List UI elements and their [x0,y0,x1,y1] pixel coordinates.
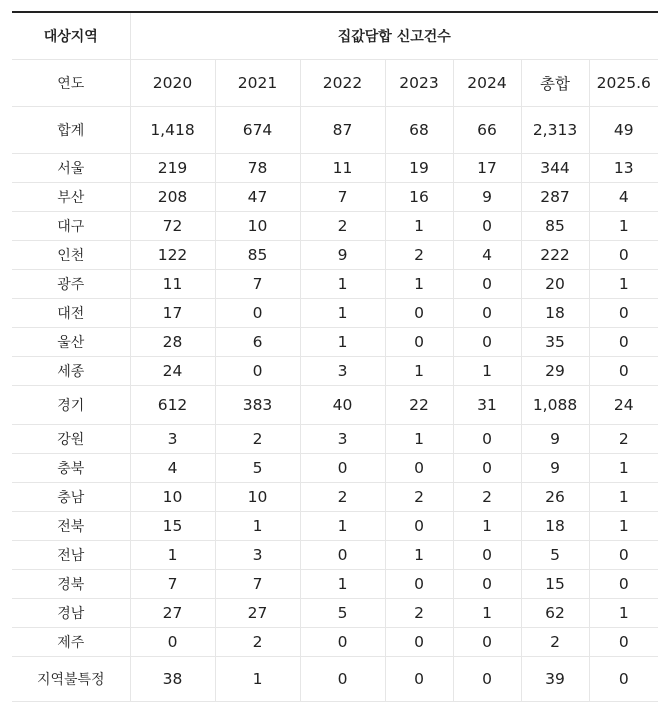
region-label: 전북 [12,512,130,541]
table-cell: 38 [130,657,215,702]
table-cell: 22 [385,386,453,425]
table-cell: 85 [521,212,589,241]
table-cell: 1 [453,357,521,386]
table-cell: 1 [300,270,385,299]
table-cell: 0 [300,628,385,657]
table-cell: 0 [453,628,521,657]
table-cell: 1 [385,541,453,570]
table-cell: 66 [453,107,521,154]
table-cell: 1 [215,657,300,702]
table-header-row [12,12,658,60]
corner-header: 대상지역 [12,12,130,60]
table-row [12,570,658,599]
price-collusion-report-table [12,11,658,702]
table-cell: 0 [453,299,521,328]
table-cell: 674 [215,107,300,154]
table-cell: 0 [589,357,658,386]
table-cell: 1 [589,599,658,628]
table-cell: 11 [130,270,215,299]
table-row [12,599,658,628]
table-cell: 15 [130,512,215,541]
table-cell: 5 [215,454,300,483]
table-cell: 0 [215,357,300,386]
table-cell: 0 [385,657,453,702]
column-header: 2022 [300,60,385,107]
table-cell: 26 [521,483,589,512]
report-table-container [12,11,658,702]
region-label: 전남 [12,541,130,570]
table-row [12,541,658,570]
table-row [12,454,658,483]
table-row [12,183,658,212]
table-cell: 1 [589,483,658,512]
table-cell: 122 [130,241,215,270]
table-cell: 0 [300,657,385,702]
table-row [12,512,658,541]
table-cell: 4 [589,183,658,212]
table-cell: 7 [215,270,300,299]
table-cell: 1 [589,454,658,483]
year-header-row [12,60,658,107]
region-label: 경기 [12,386,130,425]
table-cell: 27 [215,599,300,628]
table-cell: 1 [300,512,385,541]
table-row [12,628,658,657]
table-cell: 1,418 [130,107,215,154]
table-cell: 0 [453,570,521,599]
region-label: 강원 [12,425,130,454]
table-cell: 40 [300,386,385,425]
table-cell: 15 [521,570,589,599]
table-cell: 2 [521,628,589,657]
table-cell: 39 [521,657,589,702]
column-header: 2024 [453,60,521,107]
table-cell: 5 [521,541,589,570]
table-cell: 1 [215,512,300,541]
table-cell: 2 [300,483,385,512]
table-cell: 2 [385,483,453,512]
table-cell: 1 [385,425,453,454]
table-cell: 10 [130,483,215,512]
table-cell: 9 [453,183,521,212]
table-cell: 18 [521,299,589,328]
table-cell: 6 [215,328,300,357]
table-cell: 29 [521,357,589,386]
table-cell: 1 [300,299,385,328]
table-cell: 7 [130,570,215,599]
group-title-header: 집값담합 신고건수 [130,12,658,60]
table-cell: 24 [130,357,215,386]
table-cell: 0 [385,512,453,541]
region-label: 충남 [12,483,130,512]
region-label: 대구 [12,212,130,241]
region-label: 경남 [12,599,130,628]
table-cell: 4 [130,454,215,483]
table-cell: 0 [589,628,658,657]
region-label: 제주 [12,628,130,657]
table-cell: 0 [385,328,453,357]
table-cell: 2 [589,425,658,454]
table-cell: 0 [453,657,521,702]
table-row [12,212,658,241]
table-cell: 0 [385,454,453,483]
table-cell: 17 [130,299,215,328]
table-row [12,483,658,512]
table-cell: 0 [589,570,658,599]
table-cell: 28 [130,328,215,357]
table-row [12,657,658,702]
table-cell: 0 [453,454,521,483]
table-cell: 1 [589,512,658,541]
region-label: 대전 [12,299,130,328]
table-cell: 0 [453,212,521,241]
region-label: 경북 [12,570,130,599]
table-row [12,357,658,386]
table-cell: 1 [453,599,521,628]
table-cell: 24 [589,386,658,425]
table-cell: 49 [589,107,658,154]
region-label: 충북 [12,454,130,483]
table-cell: 0 [300,541,385,570]
table-cell: 0 [589,299,658,328]
column-header: 2023 [385,60,453,107]
table-cell: 27 [130,599,215,628]
table-cell: 3 [300,357,385,386]
table-cell: 1 [589,270,658,299]
table-cell: 2 [215,425,300,454]
region-label: 부산 [12,183,130,212]
table-cell: 9 [521,425,589,454]
table-cell: 4 [453,241,521,270]
table-cell: 35 [521,328,589,357]
table-cell: 1 [385,357,453,386]
table-cell: 2,313 [521,107,589,154]
table-row [12,328,658,357]
table-cell: 0 [589,657,658,702]
table-cell: 11 [300,154,385,183]
table-cell: 10 [215,483,300,512]
table-cell: 0 [453,270,521,299]
table-cell: 20 [521,270,589,299]
table-row [12,299,658,328]
table-cell: 0 [589,541,658,570]
table-cell: 0 [385,628,453,657]
year-row-label: 연도 [12,60,130,107]
table-cell: 0 [215,299,300,328]
region-label: 울산 [12,328,130,357]
table-cell: 1 [385,270,453,299]
region-label: 서울 [12,154,130,183]
table-cell: 78 [215,154,300,183]
table-cell: 2 [385,241,453,270]
table-cell: 222 [521,241,589,270]
table-cell: 1 [300,328,385,357]
table-cell: 2 [453,483,521,512]
table-cell: 0 [300,454,385,483]
table-cell: 1 [300,570,385,599]
table-cell: 0 [453,425,521,454]
table-cell: 85 [215,241,300,270]
table-cell: 7 [215,570,300,599]
table-cell: 0 [589,328,658,357]
column-header: 2020 [130,60,215,107]
table-cell: 2 [300,212,385,241]
table-cell: 9 [521,454,589,483]
table-cell: 612 [130,386,215,425]
table-cell: 62 [521,599,589,628]
table-cell: 68 [385,107,453,154]
table-cell: 47 [215,183,300,212]
table-cell: 0 [453,328,521,357]
table-cell: 72 [130,212,215,241]
table-cell: 31 [453,386,521,425]
table-cell: 3 [215,541,300,570]
column-header: 2021 [215,60,300,107]
table-cell: 0 [453,541,521,570]
table-cell: 219 [130,154,215,183]
table-cell: 19 [385,154,453,183]
table-row [12,154,658,183]
table-cell: 344 [521,154,589,183]
region-label: 지역불특정 [12,657,130,702]
table-cell: 3 [300,425,385,454]
column-header: 총합 [521,60,589,107]
table-cell: 87 [300,107,385,154]
table-row [12,107,658,154]
table-cell: 10 [215,212,300,241]
table-cell: 9 [300,241,385,270]
table-cell: 2 [385,599,453,628]
table-cell: 0 [385,299,453,328]
table-row [12,270,658,299]
table-cell: 16 [385,183,453,212]
table-cell: 1 [453,512,521,541]
column-header: 2025.6 [589,60,658,107]
table-cell: 0 [130,628,215,657]
table-cell: 1 [385,212,453,241]
table-cell: 7 [300,183,385,212]
table-cell: 2 [215,628,300,657]
table-cell: 208 [130,183,215,212]
table-cell: 18 [521,512,589,541]
region-label: 인천 [12,241,130,270]
region-label: 광주 [12,270,130,299]
table-cell: 383 [215,386,300,425]
table-cell: 0 [385,570,453,599]
table-cell: 17 [453,154,521,183]
region-label: 합계 [12,107,130,154]
table-row [12,386,658,425]
table-cell: 1,088 [521,386,589,425]
table-cell: 3 [130,425,215,454]
table-cell: 1 [589,212,658,241]
table-cell: 287 [521,183,589,212]
table-cell: 5 [300,599,385,628]
table-cell: 13 [589,154,658,183]
table-row [12,425,658,454]
table-cell: 0 [589,241,658,270]
table-cell: 1 [130,541,215,570]
table-row [12,241,658,270]
region-label: 세종 [12,357,130,386]
